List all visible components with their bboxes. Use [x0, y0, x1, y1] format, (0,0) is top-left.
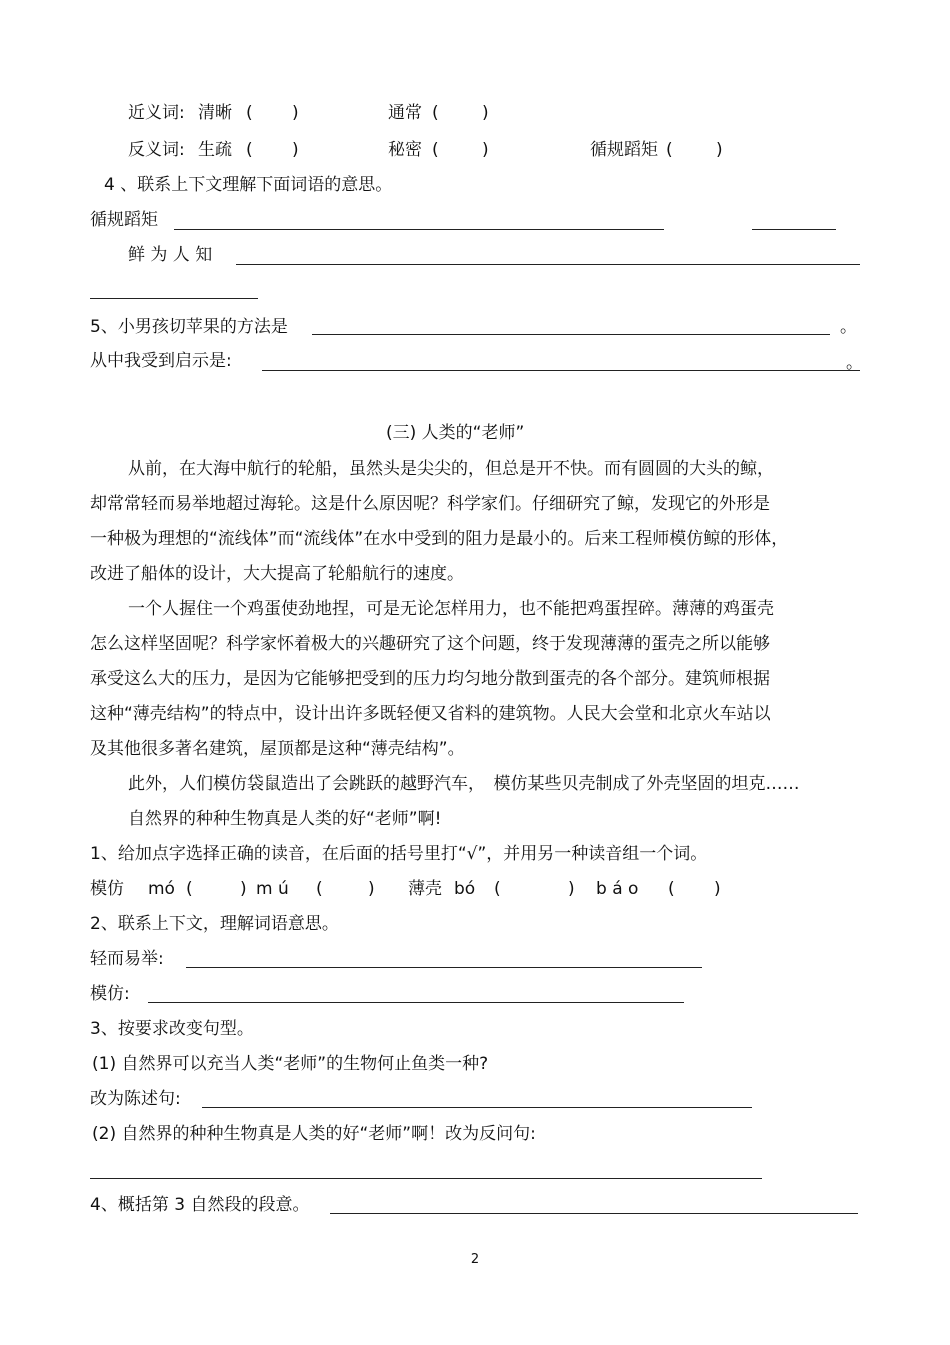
- term-label-2: 鲜 为 人 知: [128, 245, 213, 265]
- page-number: 2: [470, 1252, 480, 1267]
- paren-open[interactable]: (: [316, 879, 323, 899]
- pinyin-option: m ú: [256, 879, 289, 899]
- antonyms-label: 反义词:: [128, 140, 185, 160]
- question-4-heading: 4、概括第 3 自然段的段意。: [90, 1195, 310, 1215]
- term-label: 模仿:: [90, 984, 130, 1004]
- paren-open: (: [432, 140, 439, 160]
- pinyin-word-2: 薄壳: [408, 879, 442, 899]
- answer-blank[interactable]: [236, 264, 860, 265]
- period: 。: [846, 353, 863, 373]
- passage-line: 一个人握住一个鸡蛋使劲地捏，可是无论怎样用力，也不能把鸡蛋捏碎。薄薄的鸡蛋壳: [128, 599, 774, 619]
- answer-blank[interactable]: [312, 334, 830, 335]
- question-4-heading: 4 、联系上下文理解下面词语的意思。: [104, 175, 393, 195]
- passage-line: 承受这么大的压力，是因为它能够把受到的压力均匀地分散到蛋壳的各个部分。建筑师根据: [90, 669, 770, 689]
- paren-open: (: [432, 103, 439, 123]
- question-1-heading: 1、给加点字选择正确的读音，在后面的括号里打“√”，并用另一种读音组一个词。: [90, 844, 708, 864]
- paren-close: ): [292, 103, 299, 123]
- passage-line: 这种“薄壳结构”的特点中，设计出许多既轻便又省料的建筑物。人民大会堂和北京火车站以: [90, 704, 771, 724]
- paren-close: ): [716, 140, 723, 160]
- question-3-heading: 3、按要求改变句型。: [90, 1019, 254, 1039]
- pinyin-option: mó: [148, 879, 175, 899]
- paren-open: (: [666, 140, 673, 160]
- passage-line: 改进了船体的设计，大大提高了轮船航行的速度。: [90, 564, 464, 584]
- passage-line: 一种极为理想的“流线体”而“流线体”在水中受到的阻力是最小的。后来工程师模仿鲸的形体，: [90, 529, 789, 549]
- question-2-heading: 2、联系上下文，理解词语意思。: [90, 914, 339, 934]
- question-5-heading: 5、小男孩切苹果的方法是: [90, 317, 288, 337]
- paren-open[interactable]: (: [494, 879, 501, 899]
- antonym-word-2: 秘密: [388, 140, 422, 160]
- passage-title: (三) 人类的“老师”: [386, 423, 525, 443]
- paren-open: (: [246, 140, 253, 160]
- question-5b-heading: 从中我受到启示是:: [90, 351, 232, 371]
- paren-close: ): [482, 103, 489, 123]
- term-label: 轻而易举:: [90, 949, 164, 969]
- question-3-part-1: (1) 自然界可以充当人类“老师”的生物何止鱼类一种?: [92, 1054, 489, 1074]
- pinyin-option: b á o: [596, 879, 639, 899]
- antonym-word-3: 循规蹈矩: [590, 140, 658, 160]
- passage-line: 自然界的种种生物真是人类的好“老师”啊!: [128, 809, 442, 829]
- paren-close: ): [568, 879, 575, 899]
- answer-blank[interactable]: [202, 1107, 752, 1108]
- synonyms-label: 近义词:: [128, 103, 185, 123]
- synonym-word-1: 清晰: [198, 103, 232, 123]
- rewrite-label: 改为陈述句:: [90, 1089, 181, 1109]
- answer-blank[interactable]: [174, 229, 664, 230]
- answer-blank[interactable]: [752, 229, 836, 230]
- paren-open: (: [246, 103, 253, 123]
- antonym-word-1: 生疏: [198, 140, 232, 160]
- paren-close: ): [368, 879, 375, 899]
- answer-blank[interactable]: [186, 967, 702, 968]
- term-label-1: 循规蹈矩: [90, 210, 158, 230]
- paren-close: ): [292, 140, 299, 160]
- paren-open[interactable]: (: [186, 879, 193, 899]
- passage-line: 从前，在大海中航行的轮船，虽然头是尖尖的，但总是开不快。而有圆圆的大头的鲸，: [128, 459, 774, 479]
- passage-line: 此外，人们模仿袋鼠造出了会跳跃的越野汽车， 模仿某些贝壳制成了外壳坚固的坦克……: [128, 774, 800, 794]
- paren-close: ): [482, 140, 489, 160]
- passage-line: 怎么这样坚固呢？科学家怀着极大的兴趣研究了这个问题，终于发现薄薄的蛋壳之所以能够: [90, 634, 770, 654]
- answer-blank[interactable]: [90, 1178, 762, 1179]
- answer-blank[interactable]: [330, 1213, 858, 1214]
- paren-open[interactable]: (: [668, 879, 675, 899]
- pinyin-option: bó: [454, 879, 476, 899]
- synonym-word-2: 通常: [388, 103, 422, 123]
- passage-line: 及其他很多著名建筑，屋顶都是这种“薄壳结构”。: [90, 739, 465, 759]
- paren-close: ): [714, 879, 721, 899]
- period: 。: [840, 317, 857, 337]
- answer-blank[interactable]: [90, 298, 258, 299]
- passage-line: 却常常轻而易举地超过海轮。这是什么原因呢？科学家们。仔细研究了鲸，发现它的外形是: [90, 494, 770, 514]
- question-3-part-2: (2) 自然界的种种生物真是人类的好“老师”啊！改为反问句:: [92, 1124, 536, 1144]
- paren-close: ): [240, 879, 247, 899]
- pinyin-word-1: 模仿: [90, 879, 124, 899]
- answer-blank[interactable]: [262, 370, 860, 371]
- answer-blank[interactable]: [148, 1002, 684, 1003]
